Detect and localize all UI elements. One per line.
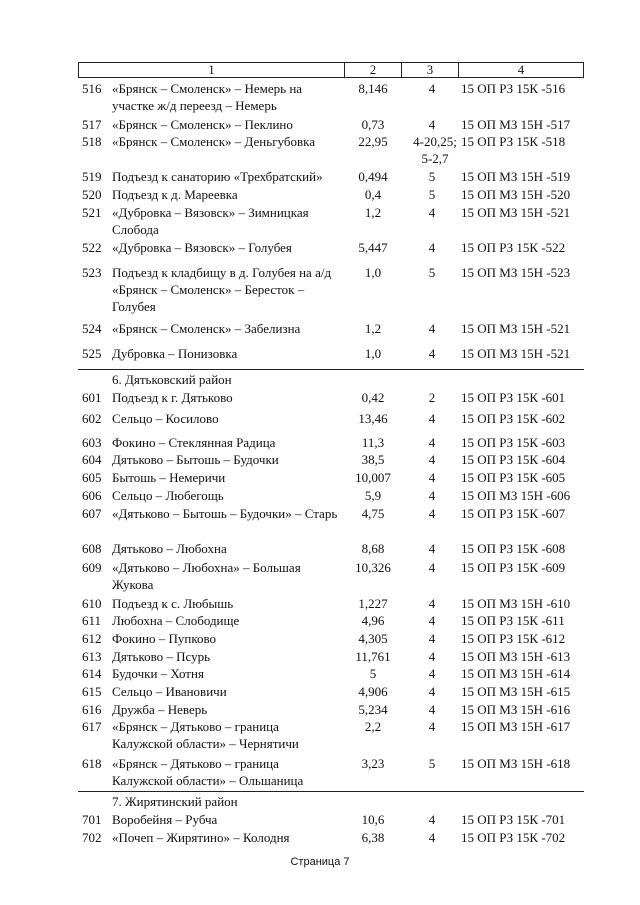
road-length: 11,3 [361, 435, 385, 450]
row-number: 520 [82, 187, 102, 202]
road-category: 5 [428, 265, 436, 280]
row-number: 524 [82, 321, 102, 336]
road-length: 11,761 [355, 649, 391, 664]
road-length: 1,2 [364, 205, 382, 220]
road-name: Подъезд к д. Мареевка [112, 187, 238, 202]
road-code: 15 ОП МЗ 15Н -521 [461, 346, 571, 361]
road-category: 4 [428, 240, 436, 255]
row-number: 609 [82, 560, 102, 575]
header-col-4: 4 [517, 63, 525, 77]
road-length: 8,68 [361, 541, 385, 556]
header-col-3: 3 [426, 63, 434, 77]
road-code: 15 ОП РЗ 15К -607 [461, 506, 566, 521]
road-category: 4 [428, 117, 436, 132]
road-code: 15 ОП МЗ 15Н -616 [461, 702, 571, 717]
row-number: 601 [82, 390, 102, 405]
road-code: 15 ОП РЗ 15К -602 [461, 411, 566, 426]
road-name: Воробейня – Рубча [112, 812, 218, 827]
road-category: 4 [428, 81, 436, 96]
road-length: 6,38 [361, 830, 385, 845]
road-length: 5,234 [358, 702, 388, 717]
road-name: Сельцо – Любегощь [112, 488, 224, 503]
row-number: 516 [82, 81, 102, 96]
row-number: 617 [82, 719, 102, 734]
row-number: 523 [82, 265, 102, 280]
road-name: Подъезд к кладбищу в д. Голубея на а/д «Брянск – Смоленск» – Бересток – Голубея [112, 265, 332, 314]
road-length: 0,73 [361, 117, 385, 132]
row-number: 517 [82, 117, 102, 132]
road-length: 1,2 [364, 321, 382, 336]
header-col-2: 2 [369, 63, 377, 77]
road-name: Фокино – Пупково [112, 631, 217, 646]
road-category: 4 [428, 649, 436, 664]
row-number: 603 [82, 435, 102, 450]
road-code: 15 ОП РЗ 15К -518 [461, 134, 566, 149]
road-name: «Брянск – Смоленск» – Деньгубовка [112, 134, 315, 149]
row-number: 616 [82, 702, 102, 717]
road-category: 4 [428, 488, 436, 503]
road-length: 0,42 [361, 390, 385, 405]
road-name: «Почеп – Жирятино» – Колодня [112, 830, 290, 845]
road-code: 15 ОП РЗ 15К -611 [461, 613, 565, 628]
road-code: 15 ОП РЗ 15К -605 [461, 470, 566, 485]
road-name: «Брянск – Смоленск» – Пеклино [112, 117, 293, 132]
road-category: 5 [428, 187, 436, 202]
road-code: 15 ОП МЗ 15Н -519 [461, 169, 571, 184]
road-name: Будочки – Хотня [112, 666, 204, 681]
road-category: 4 [428, 702, 436, 717]
road-name: «Брянск – Дятьково – граница Калужской области» – Ольшаница [112, 756, 304, 788]
row-number: 612 [82, 631, 102, 646]
road-length: 5,9 [364, 488, 382, 503]
section-divider [78, 369, 584, 370]
road-code: 15 ОП МЗ 15Н -606 [461, 488, 571, 503]
row-number: 608 [82, 541, 102, 556]
table-header [78, 62, 584, 78]
road-code: 15 ОП МЗ 15Н -520 [461, 187, 571, 202]
road-length: 5 [369, 666, 377, 681]
road-length: 8,146 [358, 81, 388, 96]
road-name: «Дятьково – Бытошь – Будочки» – Старь [112, 506, 338, 521]
road-category: 4 [428, 560, 436, 575]
road-length: 0,4 [364, 187, 382, 202]
road-name: «Дятьково – Любохна» – Большая Жукова [112, 560, 301, 592]
road-category: 4 [428, 411, 436, 426]
row-number: 521 [82, 205, 102, 220]
row-number: 701 [82, 812, 102, 827]
row-number: 615 [82, 684, 102, 699]
road-length: 0,494 [358, 169, 388, 184]
road-code: 15 ОП МЗ 15Н -614 [461, 666, 571, 681]
row-number: 522 [82, 240, 102, 255]
row-number: 610 [82, 596, 102, 611]
row-number: 614 [82, 666, 102, 681]
road-code: 15 ОП МЗ 15Н -615 [461, 684, 571, 699]
section-heading: 7. Жирятинский район [112, 794, 238, 809]
road-category: 4 [428, 684, 436, 699]
road-category: 4 [428, 205, 436, 220]
row-number: 605 [82, 470, 102, 485]
row-number: 702 [82, 830, 102, 845]
road-name: Дружба – Неверь [112, 702, 208, 717]
road-length: 10,007 [355, 470, 391, 485]
road-length: 22,95 [358, 134, 388, 149]
road-code: 15 ОП РЗ 15К -522 [461, 240, 566, 255]
road-category: 4 [428, 346, 436, 361]
road-name: Дятьково – Бытошь – Будочки [112, 452, 279, 467]
road-length: 4,305 [358, 631, 388, 646]
road-code: 15 ОП МЗ 15Н -521 [461, 321, 571, 336]
road-length: 4,96 [361, 613, 385, 628]
road-name: Подъезд к г. Дятьково [112, 390, 233, 405]
row-number: 519 [82, 169, 102, 184]
row-number: 602 [82, 411, 102, 426]
row-number: 607 [82, 506, 102, 521]
road-code: 15 ОП МЗ 15Н -610 [461, 596, 571, 611]
road-length: 1,0 [364, 265, 382, 280]
road-name: Любохна – Слободище [112, 613, 240, 628]
road-name: Подъезд к с. Любышь [112, 596, 234, 611]
road-category: 4 [428, 830, 436, 845]
road-code: 15 ОП РЗ 15К -604 [461, 452, 566, 467]
road-category: 4 [428, 452, 436, 467]
road-length: 2,2 [364, 719, 382, 734]
section-divider [78, 791, 584, 792]
road-category: 4 [428, 435, 436, 450]
road-length: 1,227 [358, 596, 388, 611]
road-length: 5,447 [358, 240, 388, 255]
road-name: Дятьково – Псурь [112, 649, 211, 664]
road-category: 4 [428, 631, 436, 646]
road-category: 4 [428, 719, 436, 734]
road-name: «Дубровка – Вязовск» – Голубея [112, 240, 292, 255]
road-code: 15 ОП МЗ 15Н -618 [461, 756, 571, 771]
road-category: 4 [428, 666, 436, 681]
row-number: 618 [82, 756, 102, 771]
road-name: Дубровка – Понизовка [112, 346, 238, 361]
road-category: 4 [428, 812, 436, 827]
road-name: Сельцо – Ивановичи [112, 684, 227, 699]
road-code: 15 ОП РЗ 15К -612 [461, 631, 566, 646]
row-number: 606 [82, 488, 102, 503]
road-code: 15 ОП МЗ 15Н -521 [461, 205, 571, 220]
road-length: 13,46 [358, 411, 388, 426]
road-category: 4 [428, 596, 436, 611]
road-length: 1,0 [364, 346, 382, 361]
road-category: 5 [428, 756, 436, 771]
road-length: 38,5 [361, 452, 385, 467]
road-name: Дятьково – Любохна [112, 541, 227, 556]
road-length: 10,326 [355, 560, 391, 575]
road-code: 15 ОП МЗ 15Н -517 [461, 117, 571, 132]
road-name: «Брянск – Смоленск» – Забелизна [112, 321, 301, 336]
road-code: 15 ОП РЗ 15К -516 [461, 81, 566, 96]
section-heading: 6. Дятьковский район [112, 372, 232, 387]
road-category: 4-20,25; 5-2,7 [413, 134, 457, 166]
road-category: 5 [428, 169, 436, 184]
road-category: 4 [428, 613, 436, 628]
road-name: «Брянск – Дятьково – граница Калужской области» – Чернятичи [112, 719, 299, 751]
road-length: 3,23 [361, 756, 385, 771]
row-number: 613 [82, 649, 102, 664]
row-number: 518 [82, 134, 102, 149]
road-name: «Брянск – Смоленск» – Немерь на участке ж/д переезд – Немерь [112, 81, 303, 113]
row-number: 604 [82, 452, 102, 467]
road-name: Бытошь – Немеричи [112, 470, 226, 485]
road-code: 15 ОП МЗ 15Н -523 [461, 265, 571, 280]
road-category: 4 [428, 541, 436, 556]
road-name: Фокино – Стеклянная Радица [112, 435, 276, 450]
road-code: 15 ОП РЗ 15К -609 [461, 560, 566, 575]
road-code: 15 ОП РЗ 15К -608 [461, 541, 566, 556]
header-col-1: 1 [208, 63, 215, 77]
road-length: 10,6 [361, 812, 385, 827]
road-code: 15 ОП МЗ 15Н -617 [461, 719, 571, 734]
row-number: 611 [82, 613, 102, 628]
road-code: 15 ОП РЗ 15К -701 [461, 812, 566, 827]
road-name: Сельцо – Косилово [112, 411, 219, 426]
road-category: 2 [428, 390, 436, 405]
road-length: 4,75 [361, 506, 385, 521]
road-code: 15 ОП МЗ 15Н -613 [461, 649, 571, 664]
road-code: 15 ОП РЗ 15К -702 [461, 830, 566, 845]
road-category: 4 [428, 321, 436, 336]
road-code: 15 ОП РЗ 15К -601 [461, 390, 566, 405]
row-number: 525 [82, 346, 102, 361]
road-length: 4,906 [358, 684, 388, 699]
road-name: Подъезд к санаторию «Трехбратский» [112, 169, 323, 184]
road-category: 4 [428, 506, 436, 521]
road-name: «Дубровка – Вязовск» – Зимницкая Слобода [112, 205, 309, 237]
road-category: 4 [428, 470, 436, 485]
page-footer: Страница 7 [290, 856, 350, 868]
road-code: 15 ОП РЗ 15К -603 [461, 435, 566, 450]
